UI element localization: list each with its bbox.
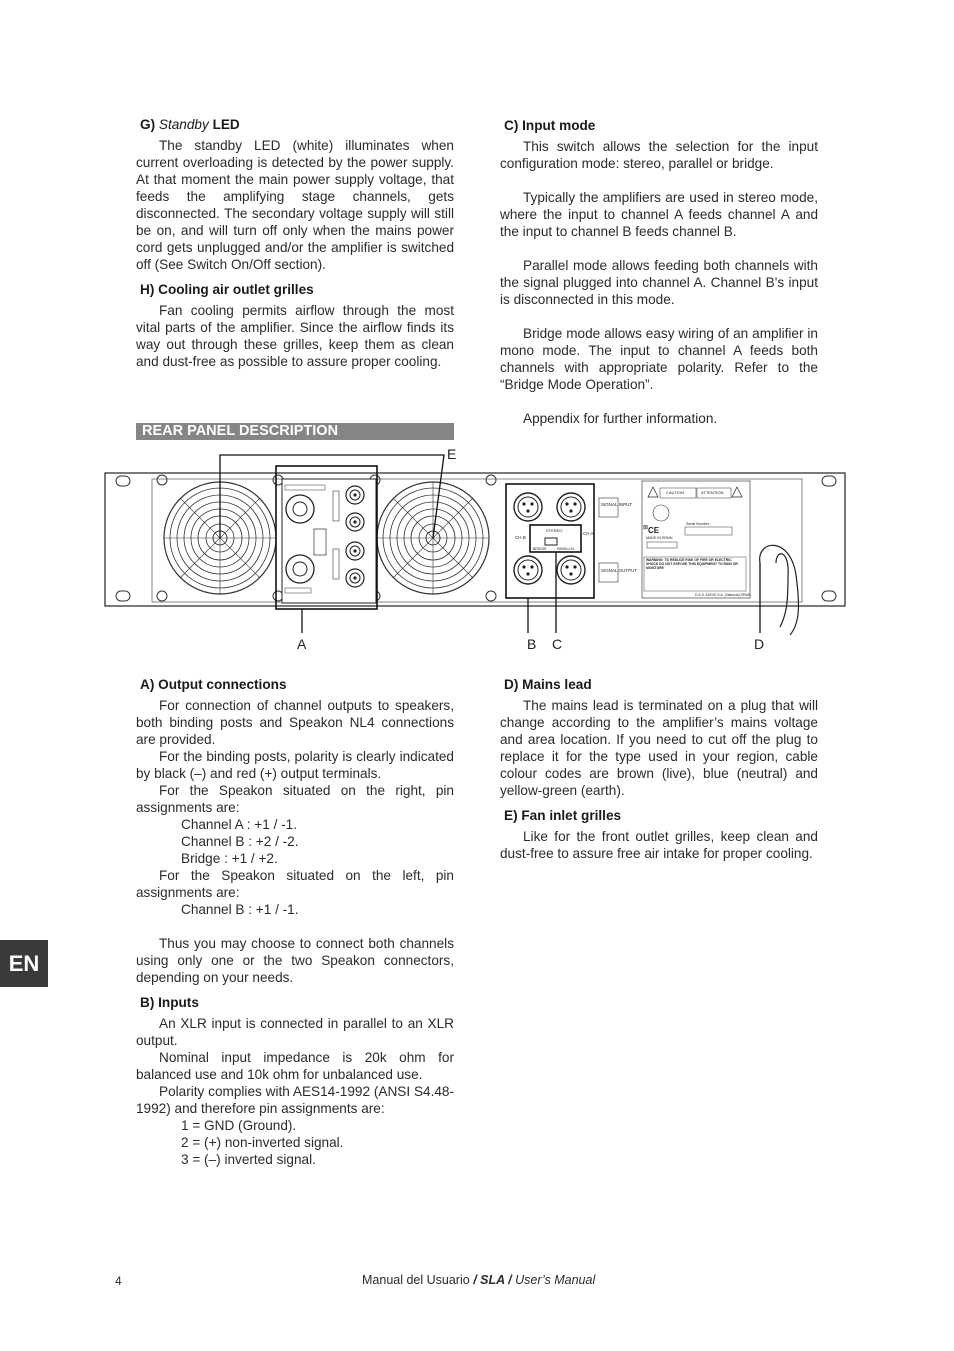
output-p3: For the Speakon situated on the right, pin assignments are: xyxy=(136,783,454,815)
label-maker: D.A.S. AUDIO S.A. (Valencia) SPAIN xyxy=(695,593,751,597)
callout-d: D xyxy=(754,636,765,652)
heading-output-connections: A) Output connections xyxy=(140,677,287,692)
page-number: 4 xyxy=(115,1274,122,1288)
section-left-bottom xyxy=(136,676,454,1168)
ce-mark: CE xyxy=(648,526,660,535)
label-parallel: PARALLEL xyxy=(557,547,575,551)
heading-mains-lead: D) Mains lead xyxy=(504,677,592,692)
output-p5: Thus you may choose to connect both channels using only one or the two Speakon connectors, depending on your needs. xyxy=(136,936,454,985)
output-p1: For connection of channel outputs to speakers, both binding posts and Speakon NL4 connections are provided. xyxy=(136,698,454,747)
label-signal-input: SIGNAL INPUT xyxy=(601,502,633,507)
xlr-output-b xyxy=(514,556,542,584)
callout-a: A xyxy=(297,636,307,652)
section-right-top xyxy=(500,117,818,427)
output-pin-2: Channel B : +2 / -2. xyxy=(181,834,299,849)
inputs-p3: Polarity complies with AES14-1992 (ANSI S4.48-1992) and therefore pin assignments are: xyxy=(136,1084,454,1116)
section-left-top xyxy=(136,116,454,370)
callout-c: C xyxy=(552,636,563,652)
standby-led-text: The standby LED (white) illuminates when current overloading is detected by the power supply. At that moment the main power supply voltage, that feeds the amplifying stage channels, gets disconnected. The secondary voltage supply will still be on, and will turn off only when the mains power cord gets unplugged and/or the amplifier is switched off (See Switch On/Off section). xyxy=(136,138,454,272)
label-caution: CAUTION xyxy=(666,490,684,495)
cooling-outlet-text: Fan cooling permits airflow through the most vital parts of the amplifier. Since the airflow finds its way out through these grilles, keep them as clean and dust-free as possible to assure proper cooling. xyxy=(136,303,454,369)
heading-cooling-outlet: H) Cooling air outlet grilles xyxy=(140,282,314,297)
footer-title xyxy=(362,1273,595,1287)
weee-icon: ⊠ xyxy=(643,525,649,531)
mains-lead-text: The mains lead is terminated on a plug that will change according to the amplifier’s mains voltage and area location. If you need to cut off the plug to replace it for the type used in your region, cable colour codes are brown (live), blue (neutral) and yellow-green (earth). xyxy=(500,698,818,798)
inputs-pin-3: 3 = (–) inverted signal. xyxy=(181,1152,316,1167)
xlr-input-a xyxy=(557,493,585,521)
footer-text-en: User’s Manual xyxy=(515,1273,596,1287)
label-warning: WARNING: TO REDUCE RISK OF FIRE OR ELECTRIC SHOCK DO NOT EXPOSE THIS EQUIPMENT TO RAIN OR MOISTURE xyxy=(646,558,738,571)
label-ch-b: CH B xyxy=(515,535,526,540)
xlr-input-b xyxy=(514,493,542,521)
label-ch-a: CH A xyxy=(583,531,594,536)
input-mode-p4: Bridge mode allows easy wiring of an amplifier in mono mode. The input to channel A feeds both channels with appropriate polarity. Refer to the “Bridge Mode Operation”. xyxy=(500,326,818,392)
label-attention: ATTENTION xyxy=(701,490,724,495)
label-bridge: BRIDGE xyxy=(533,547,547,551)
output-pin-4: Channel B : +1 / -1. xyxy=(181,902,299,917)
input-mode-p3: Parallel mode allows feeding both channels with the signal plugged into channel A. Channel B's input is disconnected in this mode. xyxy=(500,258,818,307)
output-pin-1: Channel A : +1 / -1. xyxy=(181,817,298,832)
language-tab: EN xyxy=(0,940,48,987)
callout-e: E xyxy=(447,446,457,462)
rear-panel-diagram xyxy=(100,445,860,660)
footer-brand: / SLA / xyxy=(473,1273,512,1287)
output-p4: For the Speakon situated on the left, pin assignments are: xyxy=(136,868,454,900)
label-serial: Serial Number: xyxy=(686,522,710,526)
output-p2: For the binding posts, polarity is clearly indicated by black (–) and red (+) output terminals. xyxy=(136,749,454,781)
inputs-p1: An XLR input is connected in parallel to an XLR output. xyxy=(136,1016,454,1048)
output-pin-3: Bridge : +1 / +2. xyxy=(181,851,278,866)
rear-panel-title: REAR PANEL DESCRIPTION xyxy=(136,423,454,440)
input-mode-p5: Appendix for further information. xyxy=(523,411,718,426)
heading-fan-inlet: E) Fan inlet grilles xyxy=(504,808,622,823)
heading-input-mode: C) Input mode xyxy=(504,118,596,133)
callout-b: B xyxy=(527,636,537,652)
heading-standby-led: G) Standby LED xyxy=(140,117,240,132)
footer-text-es: Manual del Usuario xyxy=(362,1273,470,1287)
inputs-p2: Nominal input impedance is 20k ohm for balanced use and 10k ohm for unbalanced use. xyxy=(136,1050,454,1082)
fan-inlet-text: Like for the front outlet grilles, keep clean and dust-free to assure free air intake for proper cooling. xyxy=(500,829,818,861)
xlr-output-a xyxy=(557,556,585,584)
label-signal-output: SIGNAL OUTPUT xyxy=(601,568,638,573)
inputs-pin-2: 2 = (+) non-inverted signal. xyxy=(181,1135,344,1150)
label-made-in: MADE IN SPAIN xyxy=(646,536,673,540)
section-right-bottom xyxy=(500,676,818,862)
mains-cable xyxy=(760,545,799,635)
input-mode-p2: Typically the amplifiers are used in stereo mode, where the input to channel A feeds channel A and the input to channel B feeds channel B. xyxy=(500,190,818,239)
heading-inputs: B) Inputs xyxy=(140,995,199,1010)
input-mode-p1: This switch allows the selection for the input configuration mode: stereo, parallel or bridge. xyxy=(500,139,818,171)
label-stereo: STEREO xyxy=(546,528,563,533)
inputs-pin-1: 1 = GND (Ground). xyxy=(181,1118,297,1133)
